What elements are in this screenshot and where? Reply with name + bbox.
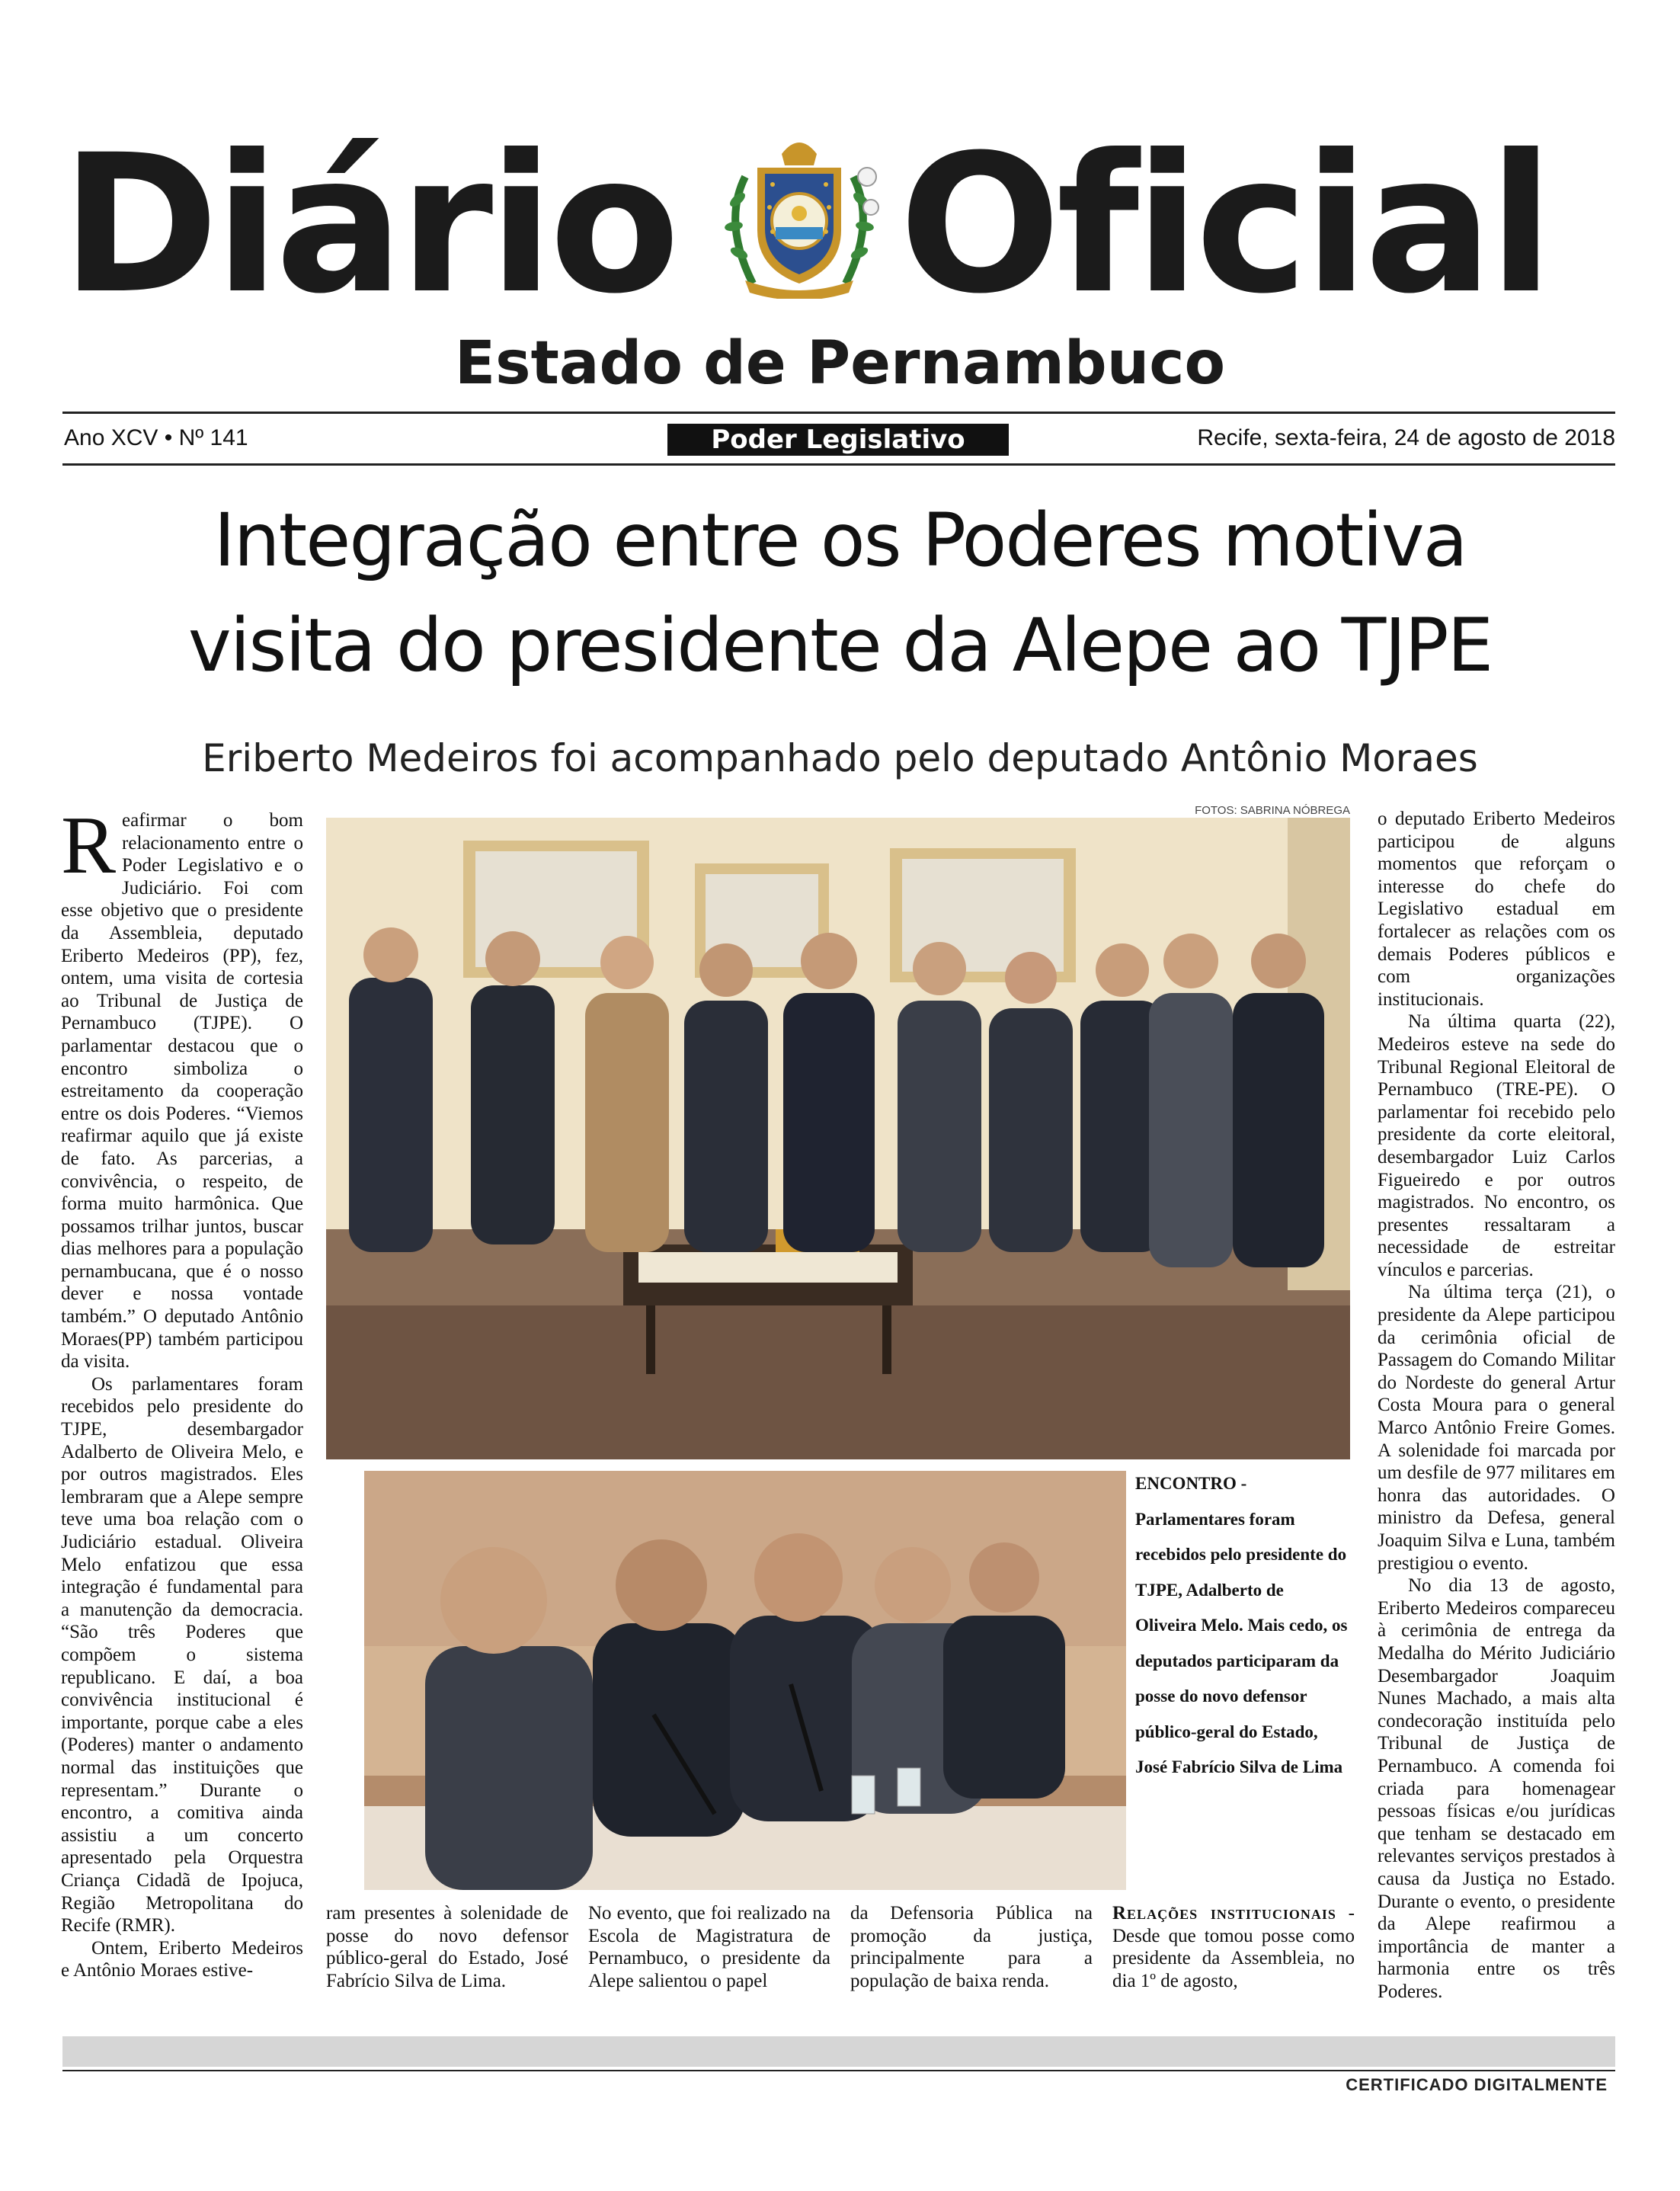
masthead-subtitle: Estado de Pernambuco <box>454 329 1226 398</box>
right-column-paragraph-1: o deputado Eriberto Medeiros participou de alguns momentos que reforçam o interesse do chefe do Legislativo estadual em fortalecer as relações com os demais Poderes públicos e com organizações institucionais. <box>1378 809 1615 1010</box>
column-5-text: - Desde que tomou posse como presidente da Assembleia, no dia 1º de agosto, <box>1112 1903 1355 1991</box>
footer-bar <box>62 2036 1615 2067</box>
second-photo-bench <box>364 1471 1126 1890</box>
masthead-title-word2: Oficial <box>899 114 1550 335</box>
right-column-paragraph-2: Na última quarta (22), Medeiros esteve na sede do Tribunal Regional Eleitoral de Pernambuco (TRE-PE). O parlamentar foi recebido pelo presidente da corte eleitoral, desembargador Luiz Carlos Figueiredo e por outros magistrados. No encontro, os presentes ressaltaram a necessidade de estreitar vínculos e parcerias. <box>1378 1011 1615 1280</box>
digital-certification: CERTIFICADO DIGITALMENTE <box>1346 2075 1608 2094</box>
dateline: Recife, sexta-feira, 24 de agosto de 2018 <box>1197 425 1615 450</box>
drop-cap: R <box>61 800 117 891</box>
column-1-paragraph-2: Os parlamentares foram recebidos pelo presidente do TJPE, desembargador Adalberto de Oliveira Melo, e por outros magistrados. Eles lembraram que a Alepe sempre teve uma boa relação com o Judiciário estadual. Oliveira Melo enfatizou que essa integração é fundamental para a manutenção da democracia. “São três Poderes que compõem o sistema republicano. E daí, a boa convivência institucional é importante, porque cabe a eles (Poderes) manter o andamento normal das instituições que representam.” Durante o encontro, a comitiva ainda assistiu a um concerto apresentado pela Orquestra Criança Cidadã de Ipojuca, Região Metropolitana do Recife (RMR). <box>61 1373 303 1936</box>
section-subheading: Relações institucionais <box>1112 1903 1336 1924</box>
article-column-3 <box>588 1902 830 1992</box>
top-rule <box>62 412 1615 414</box>
article-column-right <box>1378 808 1615 2003</box>
right-column-paragraph-4: No dia 13 de agosto, Eriberto Medeiros compareceu à cerimônia de entrega da Medalha do Mérito Judiciário Desembargador Joaquim Nunes Machado, a mais alta condecoração instituída pelo Tribunal de Justiça de Pernambuco. A comenda foi criada para homenagear pessoas físicas e/ou jurídicas que tenham se destacado em relevantes serviços prestados à causa da Justiça no Estado. Durante o evento, o presidente da Alepe reafirmou a importância de manter a harmonia entre os três Poderes. <box>1378 1575 1615 2002</box>
column-1-paragraph-1: eafirmar o bom relacionamento entre o Poder Legislativo e o Judiciário. Foi com esse objetivo que o presidente da Assembleia, deputado Eriberto Medeiros (PP), fez, ontem, uma visita de cortesia ao Tribunal de Justiça de Pernambuco (TJPE). O parlamentar destacou que o encontro simboliza o estreitamento da cooperação entre os dois Poderes. “Viemos reafirmar aquilo que já existe de fato. As parcerias, a convivência, o respeito, de forma muito harmônica. Que possamos trilhar juntos, buscar dias melhores para a população pernambucana, que é o nosso dever e nossa vontade também.” O deputado Antônio Moraes(PP) também participou da visita. <box>61 810 303 1373</box>
article-column-5 <box>1112 1902 1355 1992</box>
subheadline: Eriberto Medeiros foi acompanhado pelo deputado Antônio Moraes <box>202 736 1478 780</box>
coat-of-arms-logo <box>715 131 884 299</box>
column-1-paragraph-3: Ontem, Eriberto Medeiros e Antônio Moraes estive- <box>61 1937 303 1981</box>
column-2-text: ram presentes à solenidade de posse do novo defensor público-geral do Estado, José Fabrício Silva de Lima. <box>326 1903 568 1991</box>
photo-caption <box>1135 1466 1349 1786</box>
photo-credit: FOTOS: SABRINA NÓBREGA <box>1195 804 1350 817</box>
masthead-title-word1: Diário <box>61 114 676 335</box>
bottom-rule <box>62 463 1615 466</box>
column-4-text: da Defensoria Pública na promoção da justiça, principalmente para a população de baixa renda. <box>850 1903 1093 1991</box>
edition-number: Ano XCV • Nº 141 <box>64 425 248 450</box>
headline-line-2: visita do presidente da Alepe ao TJPE <box>187 603 1493 688</box>
headline <box>30 488 1650 698</box>
headline-line-1: Integração entre os Poderes motiva <box>213 498 1467 583</box>
footer-rule <box>62 2070 1615 2071</box>
caption-text: ENCONTRO - Parlamentares foram recebidos pelo presidente do TJPE, Adalberto de Oliveira Melo. Mais cedo, os deputados participaram da posse do novo defensor público-geral do Estado, José Fabrício Silva de Lima <box>1135 1474 1348 1776</box>
article-column-2 <box>326 1902 568 1992</box>
column-3-text: No evento, que foi realizado na Escola de Magistratura de Pernambuco, o presidente da Alepe salientou o papel <box>588 1903 830 1991</box>
right-column-paragraph-3: Na última terça (21), o presidente da Alepe participou da cerimônia oficial de Passagem do Comando Militar do Nordeste do general Artur Costa Moura para o general Marco Antônio Freire Gomes. A solenidade foi marcada por um desfile de 977 militares em honra das autoridades. O ministro da Defesa, general Joaquim Silva e Luna, também prestigiou o evento. <box>1378 1282 1615 1574</box>
article-column-4 <box>850 1902 1093 1992</box>
main-photo-group-portrait <box>326 818 1350 1459</box>
article-column-1 <box>61 800 303 1982</box>
section-badge: Poder Legislativo <box>667 424 1009 456</box>
